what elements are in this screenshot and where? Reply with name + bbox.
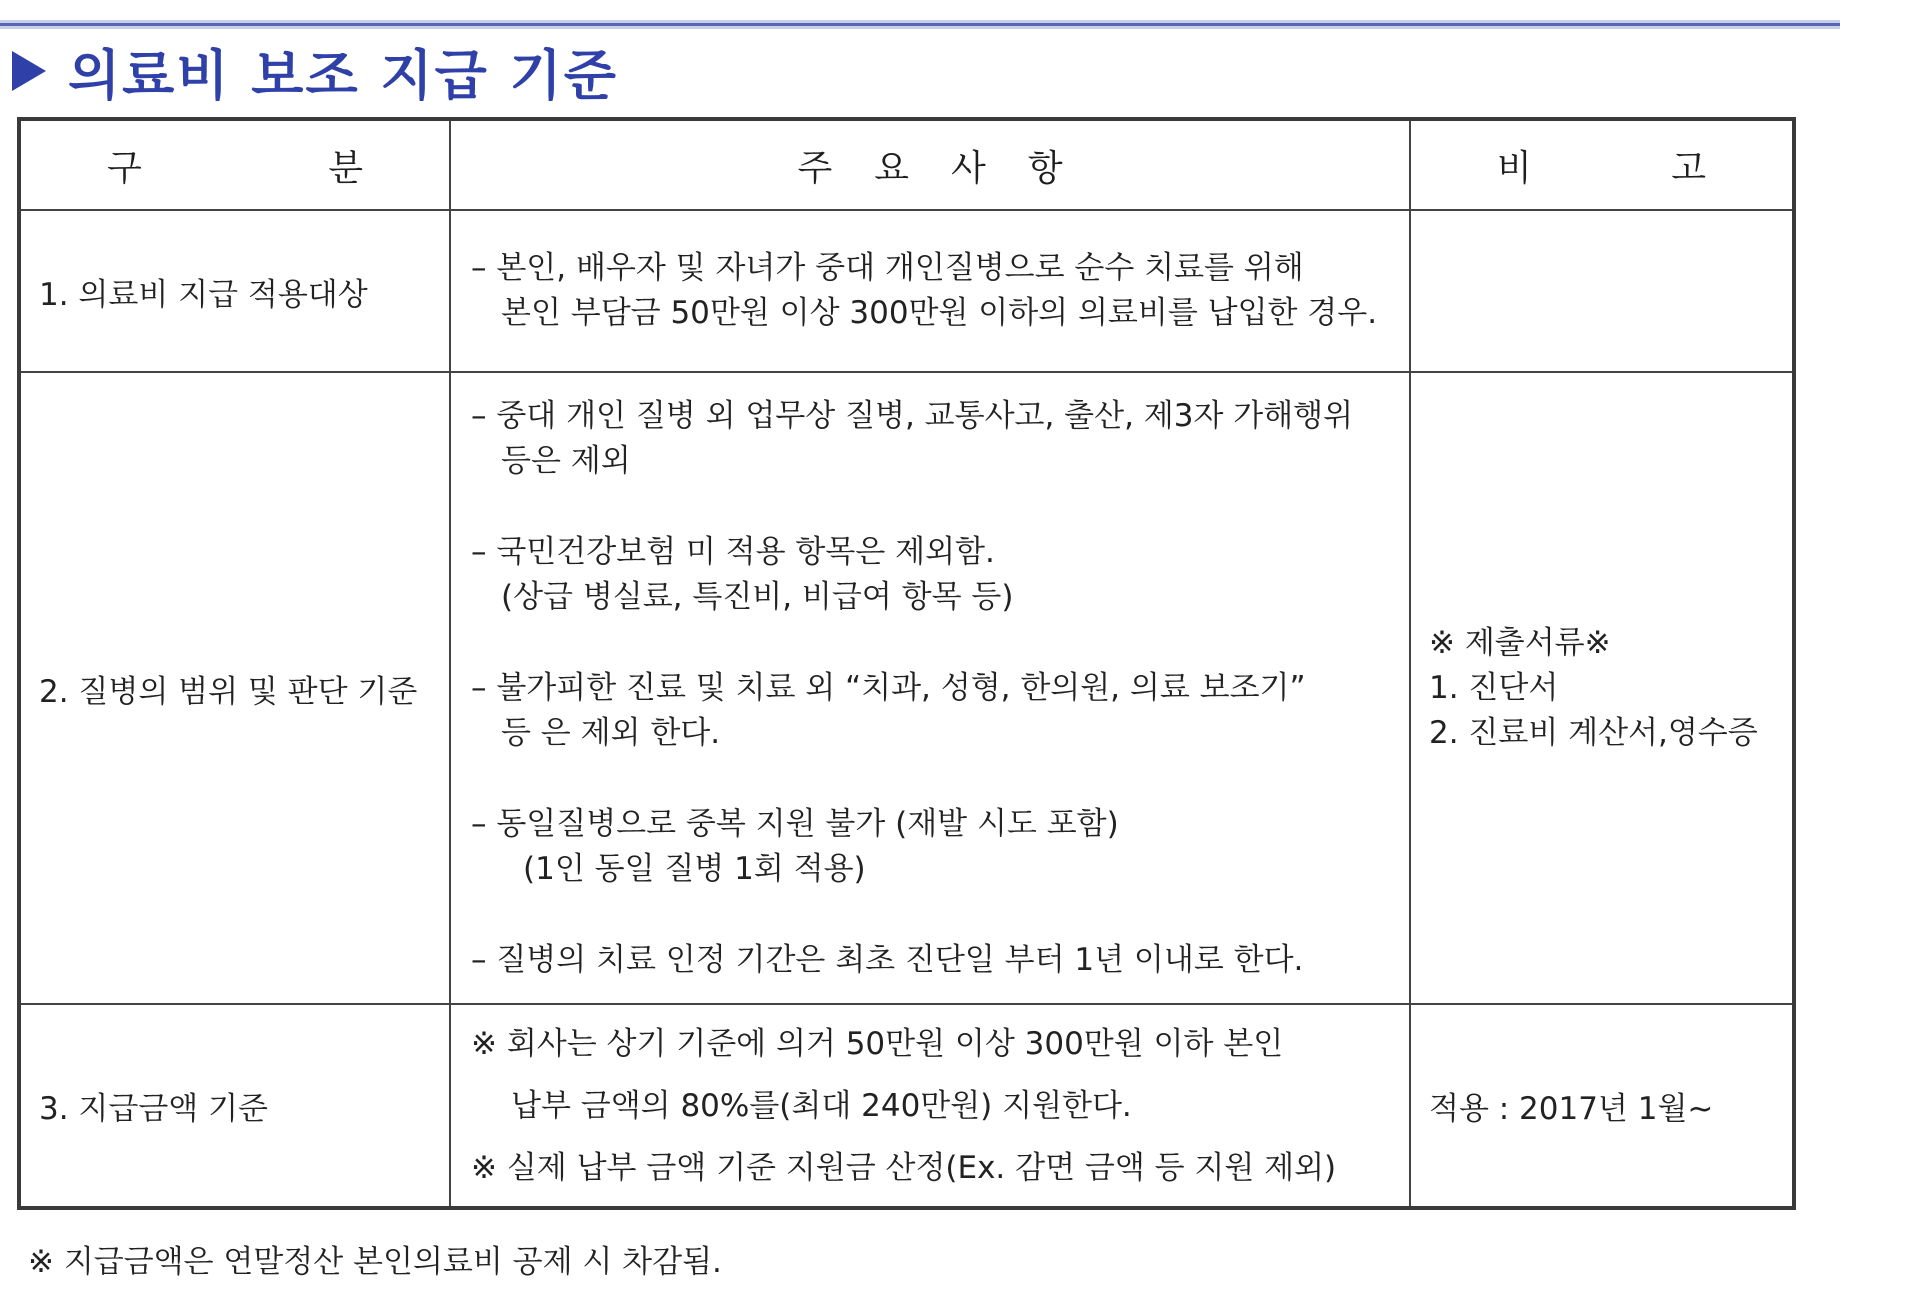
header-note-right: 고 (1671, 147, 1706, 189)
row-content (450, 1004, 1410, 1208)
table-row (19, 372, 1794, 1004)
item-line: – 중대 개인 질병 외 업무상 질병, 교통사고, 출산, 제3자 가해행위 (471, 397, 1354, 434)
item-line: – 불가피한 진료 및 치료 외 “치과, 성형, 한의원, 의료 보조기” (471, 669, 1306, 706)
item-line: – 동일질병으로 중복 지원 불가 (재발 시도 포함) (471, 805, 1119, 842)
header-category (19, 119, 450, 210)
row-content (450, 372, 1410, 1004)
content-line: 납부 금액의 80%를(최대 240만원) 지원한다. (511, 1087, 1132, 1124)
content-line: ※ 회사는 상기 기준에 의거 50만원 이상 300만원 이하 본인 (471, 1025, 1284, 1062)
header-main (450, 119, 1410, 210)
note-line: 2. 진료비 계산서,영수증 (1429, 714, 1758, 751)
content-item (471, 530, 1399, 620)
item-line-continued: 등 은 제외 한다. (501, 714, 721, 751)
triangle-bullet-icon (12, 51, 46, 91)
header-main-label: 주요사항 (797, 147, 1105, 189)
item-line-continued: 본인 부담금 50만원 이상 300만원 이하의 의료비를 납입한 경우. (501, 295, 1378, 332)
row-category: 3. 지급금액 기준 (19, 1004, 450, 1208)
criteria-table (17, 117, 1796, 1210)
header-category-right: 분 (328, 147, 363, 189)
footnote: ※ 지급금액은 연말정산 본인의료비 공제 시 차감됨. (28, 1244, 722, 1280)
item-line-continued: (1인 동일 질병 1회 적용) (523, 850, 866, 887)
content-item (471, 666, 1399, 756)
row-note (1410, 210, 1794, 372)
header-category-left: 구 (107, 147, 142, 189)
content-line: ※ 실제 납부 금액 기준 지원금 산정(Ex. 감면 금액 등 지원 제외) (471, 1149, 1337, 1186)
header-note-left: 비 (1497, 147, 1532, 189)
row-note: 적용 : 2017년 1월~ (1410, 1004, 1794, 1208)
row-content (450, 210, 1410, 372)
header-note (1410, 119, 1794, 210)
item-line: – 본인, 배우자 및 자녀가 중대 개인질병으로 순수 치료를 위해 (471, 250, 1304, 287)
content-item (471, 938, 1399, 983)
item-line-continued: 등은 제외 (501, 442, 631, 479)
content-item (471, 246, 1399, 336)
top-divider (0, 20, 1840, 29)
content-item (471, 394, 1399, 484)
note-line: 1. 진단서 (1429, 669, 1559, 706)
section-title: 의료비 보조 지급 기준 (68, 43, 618, 107)
item-line-continued: (상급 병실료, 특진비, 비급여 항목 등) (501, 578, 1014, 615)
item-line: – 질병의 치료 인정 기간은 최초 진단일 부터 1년 이내로 한다. (471, 941, 1304, 978)
table-header-row (19, 119, 1794, 210)
note-line: ※ 제출서류※ (1429, 624, 1611, 661)
section-heading (12, 36, 618, 106)
row-category: 2. 질병의 범위 및 판단 기준 (19, 372, 450, 1004)
table-row (19, 1004, 1794, 1208)
content-item (471, 802, 1399, 892)
item-line: – 국민건강보험 미 적용 항목은 제외함. (471, 533, 995, 570)
row-note (1410, 372, 1794, 1004)
row-category: 1. 의료비 지급 적용대상 (19, 210, 450, 372)
table-row (19, 210, 1794, 372)
